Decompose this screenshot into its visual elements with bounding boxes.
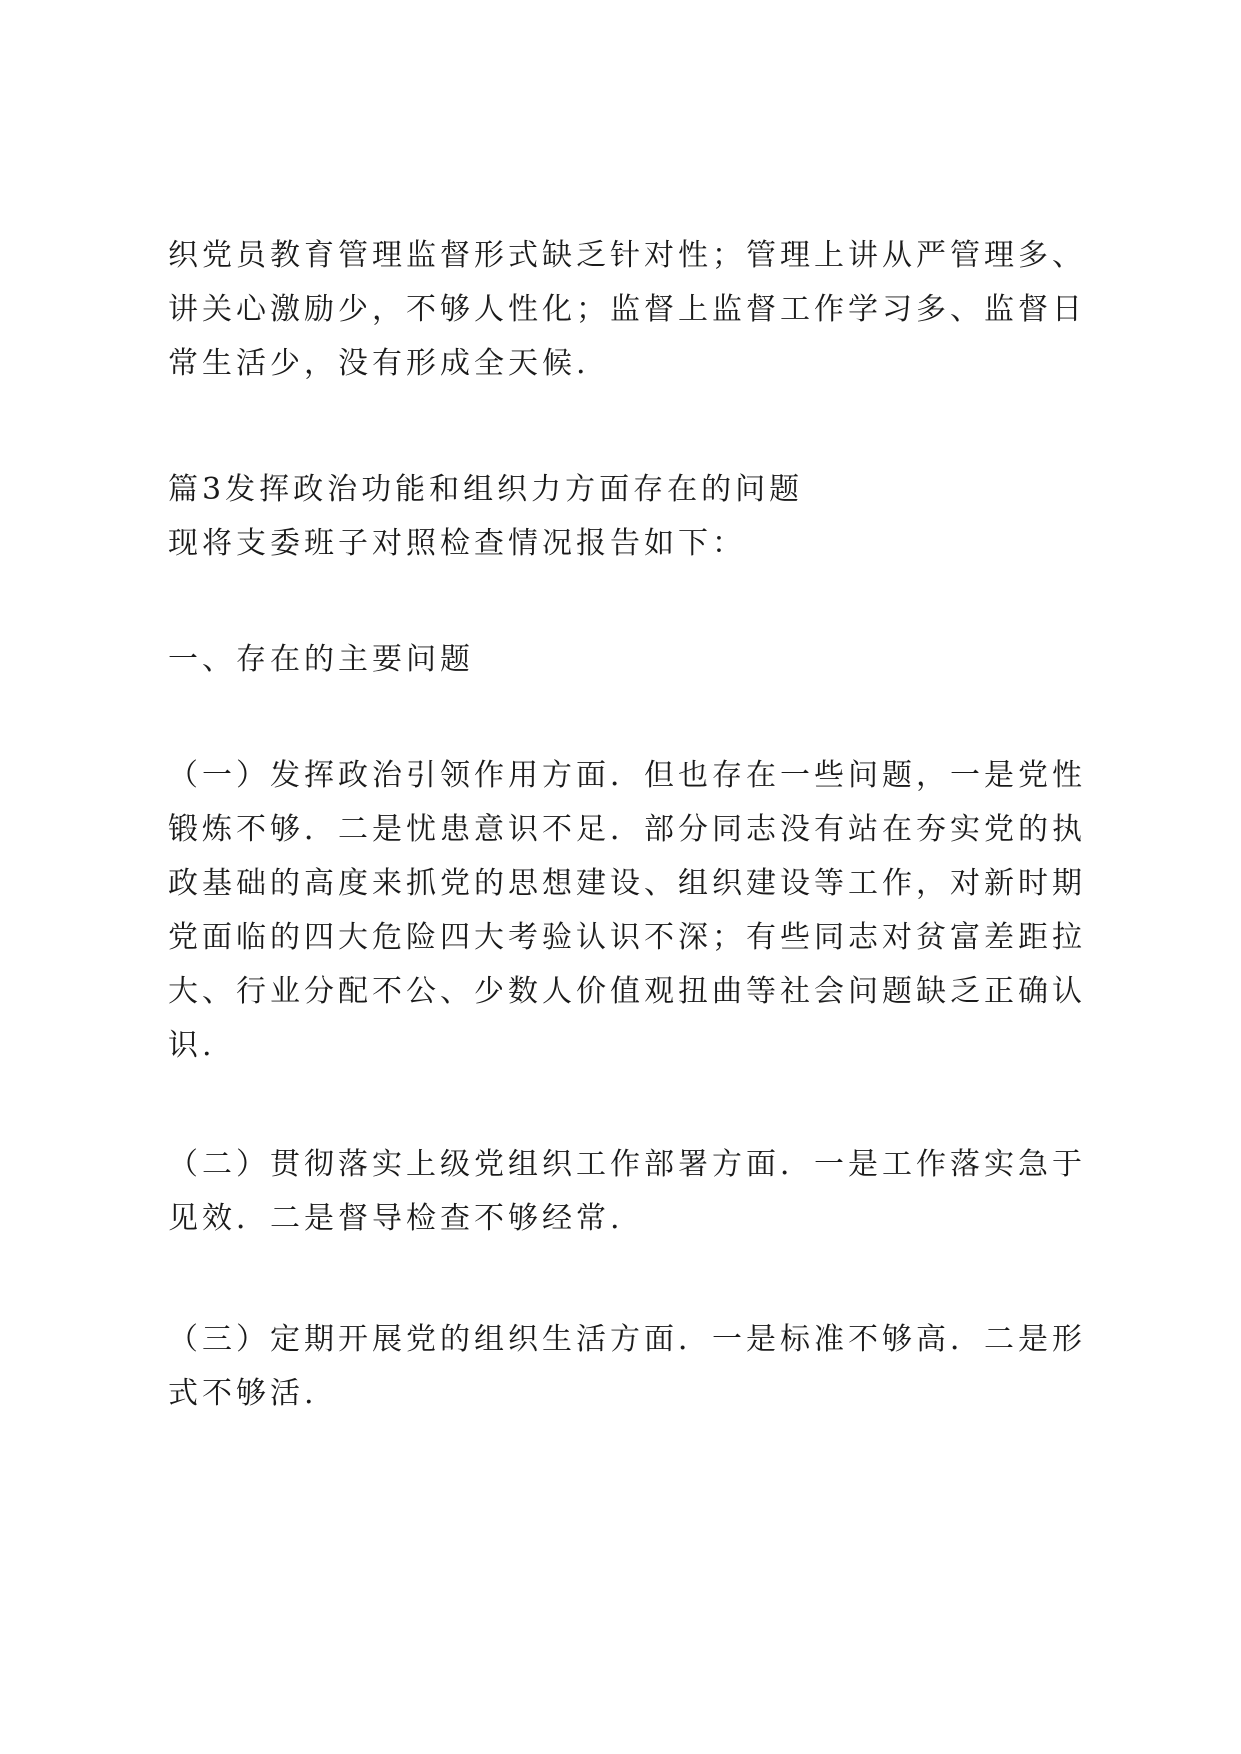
subheading: 一、存在的主要问题: [168, 642, 474, 677]
text-line: 讲关心激励少，不够人性化；监督上监督工作学习多、监督日: [168, 292, 1086, 327]
text-line: 锻炼不够．二是忧患意识不足．部分同志没有站在夯实党的执: [168, 812, 1086, 847]
text-line: 党面临的四大危险四大考验认识不深；有些同志对贫富差距拉: [168, 920, 1086, 955]
text-line: 织党员教育管理监督形式缺乏针对性；管理上讲从严管理多、: [168, 238, 1086, 273]
section-heading: 篇3发挥政治功能和组织力方面存在的问题: [168, 472, 804, 507]
text-line: 式不够活.: [168, 1376, 318, 1411]
text-line: 大、行业分配不公、少数人价值观扭曲等社会问题缺乏正确认: [168, 974, 1086, 1009]
text-line: （二）贯彻落实上级党组织工作部署方面．一是工作落实急于: [168, 1147, 1086, 1182]
text-line: （一）发挥政治引领作用方面．但也存在一些问题，一是党性: [168, 758, 1086, 793]
text-line: 现将支委班子对照检查情况报告如下：: [168, 526, 746, 561]
text-line: 见效．二是督导检查不够经常.: [168, 1201, 624, 1236]
text-line: 常生活少，没有形成全天候.: [168, 346, 590, 381]
text-line: 政基础的高度来抓党的思想建设、组织建设等工作，对新时期: [168, 866, 1086, 901]
text-line: （三）定期开展党的组织生活方面．一是标准不够高．二是形: [168, 1322, 1086, 1357]
text-line: 识.: [168, 1028, 216, 1063]
